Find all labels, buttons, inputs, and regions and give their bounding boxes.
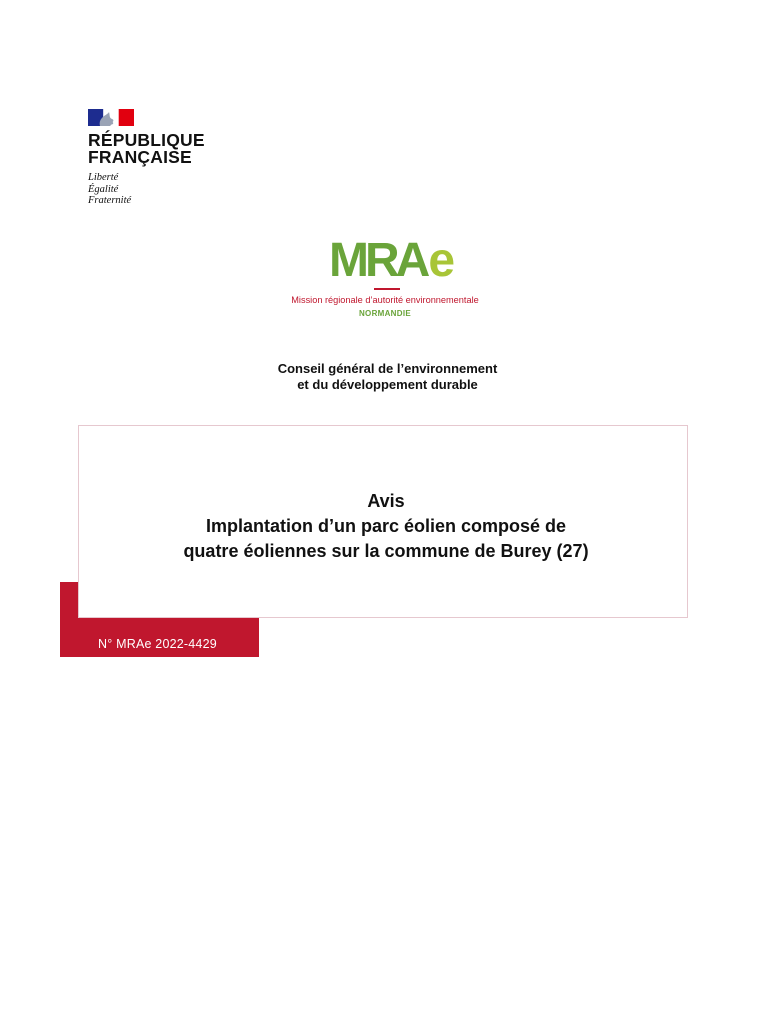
- mrae-divider: [374, 288, 400, 290]
- reference-number: N° MRAe 2022-4429: [98, 637, 217, 651]
- mrae-region-text: NORMANDIE: [358, 309, 412, 318]
- marianne-emblem-icon: [88, 109, 134, 126]
- authority-name: Conseil général de l’environnement et du développement durable: [277, 361, 498, 392]
- mrae-wordmark: MRAe: [329, 234, 452, 287]
- title-line-3: quatre éoliennes sur la commune de Burey (27): [183, 541, 589, 561]
- title-avis: Avis: [367, 491, 405, 511]
- republique-motto: Liberté Égalité Fraternité: [88, 172, 132, 206]
- title-line-2: Implantation d’un parc éolien composé de: [205, 516, 567, 536]
- republique-francaise-logo: [88, 109, 208, 207]
- title-box: [78, 425, 688, 618]
- document-title: [79, 489, 687, 564]
- republique-name: RÉPUBLIQUE FRANÇAISE: [88, 130, 205, 167]
- mrae-mission-text: Mission régionale d’autorité environnementale: [291, 295, 479, 305]
